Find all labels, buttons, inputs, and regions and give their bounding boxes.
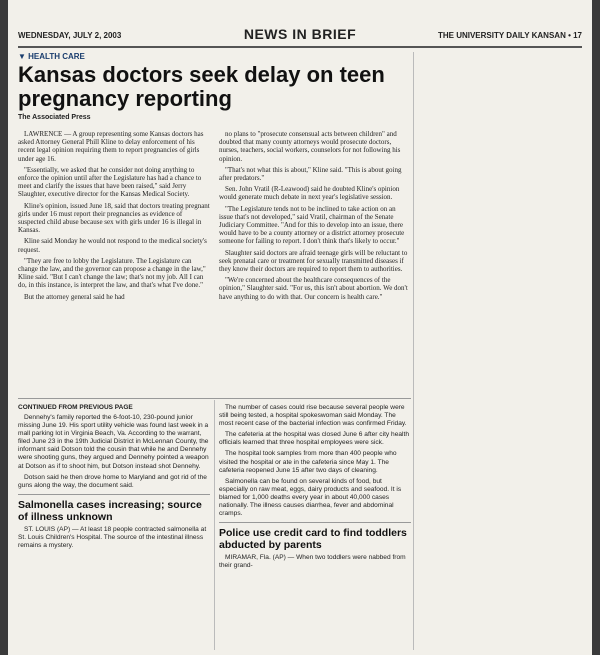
paragraph: Salmonella can be found on several kinds of food, but especially on raw meat, eggs, dairy products and seafood. It is blamed for 1,000 deaths every year in about 40,000 cases nationally. The illness causes diarrhea, fever and abdominal cramps.: [219, 477, 402, 518]
continued-story-column: [18, 404, 210, 652]
paragraph: MIRAMAR, Fla. (AP) — When two toddlers were nabbed from their grand-: [219, 554, 406, 570]
paragraph: "The Legislature tends not to be inclined to take action on an issue that's not developed," said Vratil, chairman of the Senate Judiciary Committee. "And for this to develop into an issue, there would have to be a county attorney or a district attorney prosecute someone for failing to report. I don't think that's likely to occur.": [219, 204, 405, 246]
lead-column-1: [18, 130, 210, 394]
police-headline: Police use credit card to find toddlers abducted by parents: [219, 527, 407, 552]
column-divider: [214, 400, 215, 650]
lead-column-2: [219, 130, 411, 394]
paragraph: Slaughter said doctors are afraid teenage girls will be reluctant to seek prenatal care or treatment for sexually transmitted diseases if they know their doctors are required to report them to authorities.: [219, 248, 408, 274]
paragraph: Kline said Monday he would not respond to the medical society's request.: [18, 237, 207, 254]
paragraph: "They are free to lobby the Legislature. The Legislature can change the law, and the governor can propose a change in the law," Kline said. "But I can't change the law; that's not my job. All I can do, in this instance, is interpret the law, and that's what I've done.": [18, 256, 206, 290]
lead-section-label: ▼ HEALTH CARE: [18, 52, 85, 61]
paragraph: no plans to "prosecute consensual acts between children" and doubted that many county attorneys would prosecute doctors, nurses, teachers, social workers, counselors for not following his opinion.: [219, 130, 401, 163]
lead-byline: The Associated Press: [18, 114, 91, 121]
paragraph: Dennehy's family reported the 6-foot-10, 230-pound junior missing June 19. His sport utility vehicle was found last week in a mall parking lot in Virginia Beach, Va. According to the warrant, filed June 23 in the 19th Judicial District in McLennan County, the informant said Dotson told the cousin that while he and Dennehy were shooting guns, they argued and Dennehy pointed a weapon at Dotson as if to shoot him, but Dotson instead shot Dennehy.: [18, 414, 209, 470]
page-header: [18, 26, 582, 48]
lead-story: [18, 52, 411, 399]
header-date: WEDNESDAY, JULY 2, 2003: [18, 31, 122, 40]
continued-label: CONTINUED FROM PREVIOUS PAGE: [18, 404, 133, 411]
paragraph: The hospital took samples from more than 400 people who visited the hospital or ate in the cafeteria since May 1. The cafeteria reopened June 15 after two days of cleaning.: [219, 450, 397, 474]
lead-headline: Kansas doctors seek delay on teen pregnancy reporting: [18, 62, 385, 111]
paragraph: Dotson said he then drove home to Maryland and got rid of the guns along the way, the document said.: [18, 473, 207, 489]
column-divider: [413, 52, 414, 650]
paragraph: "That's not what this is about," Kline said. "This is about going after predators.": [219, 165, 402, 183]
paragraph: ST. LOUIS (AP) — At least 18 people contracted salmonella at St. Louis Children's Hospital. The source of the intestinal illness remains a mystery.: [18, 525, 207, 550]
continued-story-column-2: [219, 404, 411, 652]
header-section-title: NEWS IN BRIEF: [243, 26, 357, 42]
header-paper-name: THE UNIVERSITY DAILY KANSAN • 17: [437, 31, 582, 40]
paragraph: Sen. John Vratil (R-Leawood) said he doubted Kline's opinion would generate much debate in next year's legislative session.: [219, 185, 400, 202]
paragraph: Kline's opinion, issued June 18, said that doctors treating pregnant girls under 16 must report their pregnancies as evidence of suspected child abuse because sex with girls under 16 is illegal in Kansas.: [18, 201, 210, 235]
paragraph: The cafeteria at the hospital was closed June 6 after city health officials learned that three hospital employees were sick.: [219, 431, 409, 447]
paragraph: The number of cases could rise because several people were still being tested, a hospital spokeswoman said Monday. The most recent case of the bacterial infection was confirmed Friday.: [219, 404, 407, 428]
divider: [18, 494, 210, 495]
newspaper-page: [8, 0, 592, 655]
right-columns: [416, 52, 588, 652]
paragraph: But the attorney general said he had: [24, 292, 125, 301]
paragraph: "We're concerned about the healthcare consequences of the opinion," Slaughter said. "For us, this isn't about abortion. We don't have anything to do with that. Our concern is health care.": [219, 276, 408, 301]
salmonella-headline: Salmonella cases increasing; source of illness unknown: [18, 498, 202, 523]
paragraph: LAWRENCE — A group representing some Kansas doctors has asked Attorney General Phill Kline to delay enforcement of his recent legal opinion requiring them to report pregnancies of girls under age 16.: [18, 130, 204, 163]
paragraph: "Essentially, we asked that he consider not doing anything to enforce the opinion until after the Legislature has had a chance to meet and clarify the issues that have been raised," said Jerry Slaughter, executive director for the Kansas Medical Society.: [18, 165, 202, 199]
divider: [219, 522, 411, 523]
